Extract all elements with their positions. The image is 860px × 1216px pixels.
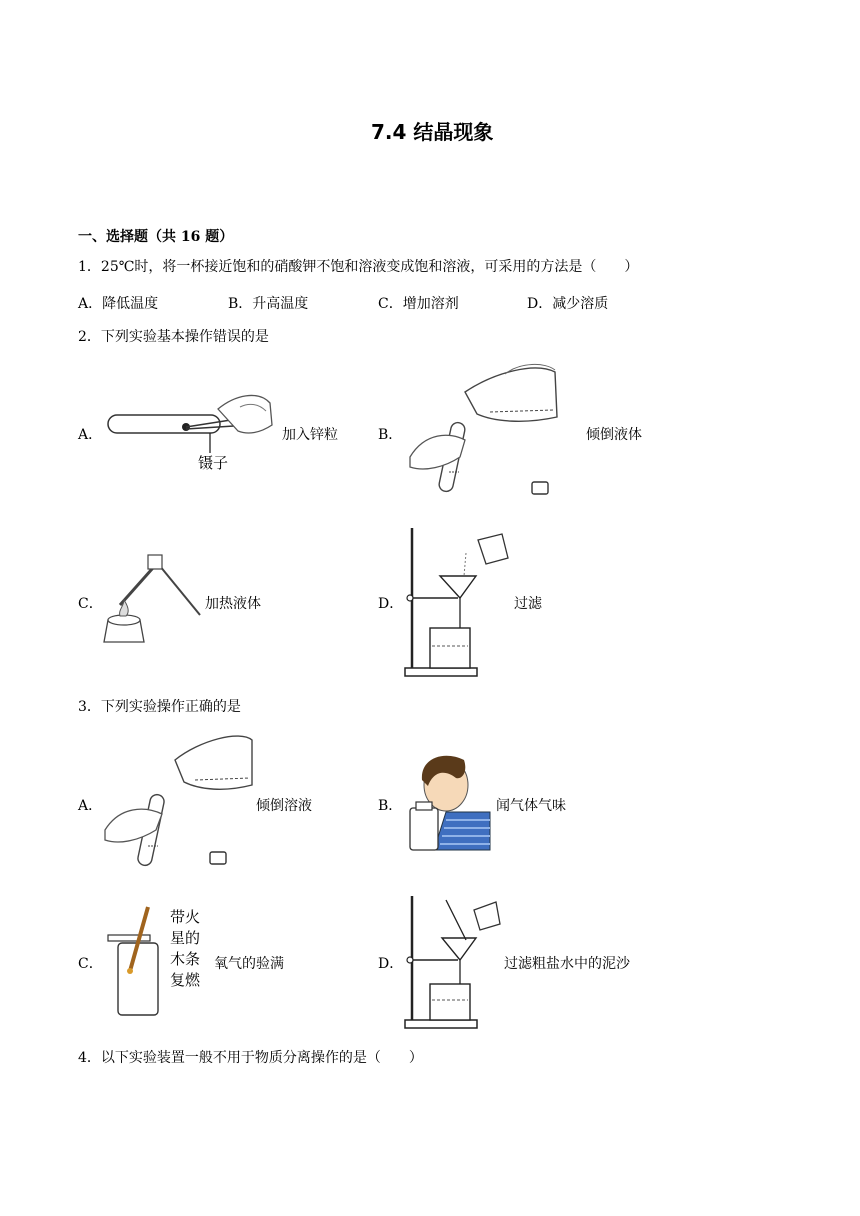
q2-option-d-letter: D． <box>378 596 404 612</box>
q1-option-a <box>78 293 158 313</box>
smell-gas-icon <box>406 750 490 852</box>
q3-option-a-letter: A． <box>78 798 103 814</box>
tweezers-label: 镊子 <box>198 454 229 472</box>
option-letter: A． <box>78 296 103 312</box>
pour-liquid-icon <box>405 362 565 502</box>
q1-option-b <box>228 293 308 313</box>
splint-label-line-3: 木条 <box>170 950 201 968</box>
oxygen-test-icon <box>106 905 168 1017</box>
option-text: 升高温度 <box>252 296 309 312</box>
q3-option-c-letter: C． <box>78 956 103 972</box>
q2-option-c-caption: 加热液体 <box>205 596 261 612</box>
q3-option-d-caption: 过滤粗盐水中的泥沙 <box>504 956 630 972</box>
question-4-stem: 4．以下实验装置一般不用于物质分离操作的是（ ） <box>78 1050 423 1066</box>
question-1-stem: 1．25℃时，将一杯接近饱和的硝酸钾不饱和溶液变成饱和溶液，可采用的方法是（ ） <box>78 259 639 275</box>
q2-option-b-letter: B． <box>378 427 403 443</box>
test-tube-tweezers-icon <box>100 385 280 475</box>
q3-option-c-caption: 氧气的验满 <box>214 956 284 972</box>
filtration-icon <box>400 896 504 1032</box>
q3-option-b-letter: B． <box>378 798 403 814</box>
q2-option-c-letter: C． <box>78 596 103 612</box>
q1-option-c <box>378 293 459 313</box>
pour-liquid-icon <box>100 730 260 875</box>
option-text: 降低温度 <box>102 296 159 312</box>
q3-option-a-caption: 倾倒溶液 <box>256 798 312 814</box>
option-letter: B． <box>228 296 253 312</box>
page-title: 7.4 结晶现象 <box>371 120 494 144</box>
option-letter: D． <box>527 296 553 312</box>
q2-option-a-caption: 加入锌粒 <box>282 427 338 443</box>
option-letter: C． <box>378 296 403 312</box>
option-text: 增加溶剂 <box>402 296 459 312</box>
q2-option-b-caption: 倾倒液体 <box>586 427 642 443</box>
splint-label-line-1: 带火 <box>170 908 201 926</box>
splint-label-line-2: 星的 <box>170 929 201 947</box>
q3-option-d-letter: D． <box>378 956 404 972</box>
question-2-stem: 2．下列实验基本操作错误的是 <box>78 329 269 345</box>
q1-option-d <box>527 293 608 313</box>
q2-option-a-letter: A． <box>78 427 103 443</box>
question-3-stem: 3．下列实验操作正确的是 <box>78 699 241 715</box>
splint-label-line-4: 复燃 <box>170 971 201 989</box>
option-text: 减少溶质 <box>552 296 609 312</box>
heat-liquid-icon <box>100 550 210 650</box>
q2-option-d-caption: 过滤 <box>514 596 542 612</box>
filtration-icon <box>400 528 515 680</box>
q3-option-b-caption: 闻气体气味 <box>496 798 566 814</box>
section-heading: 一、选择题（共 16 题） <box>78 229 234 245</box>
